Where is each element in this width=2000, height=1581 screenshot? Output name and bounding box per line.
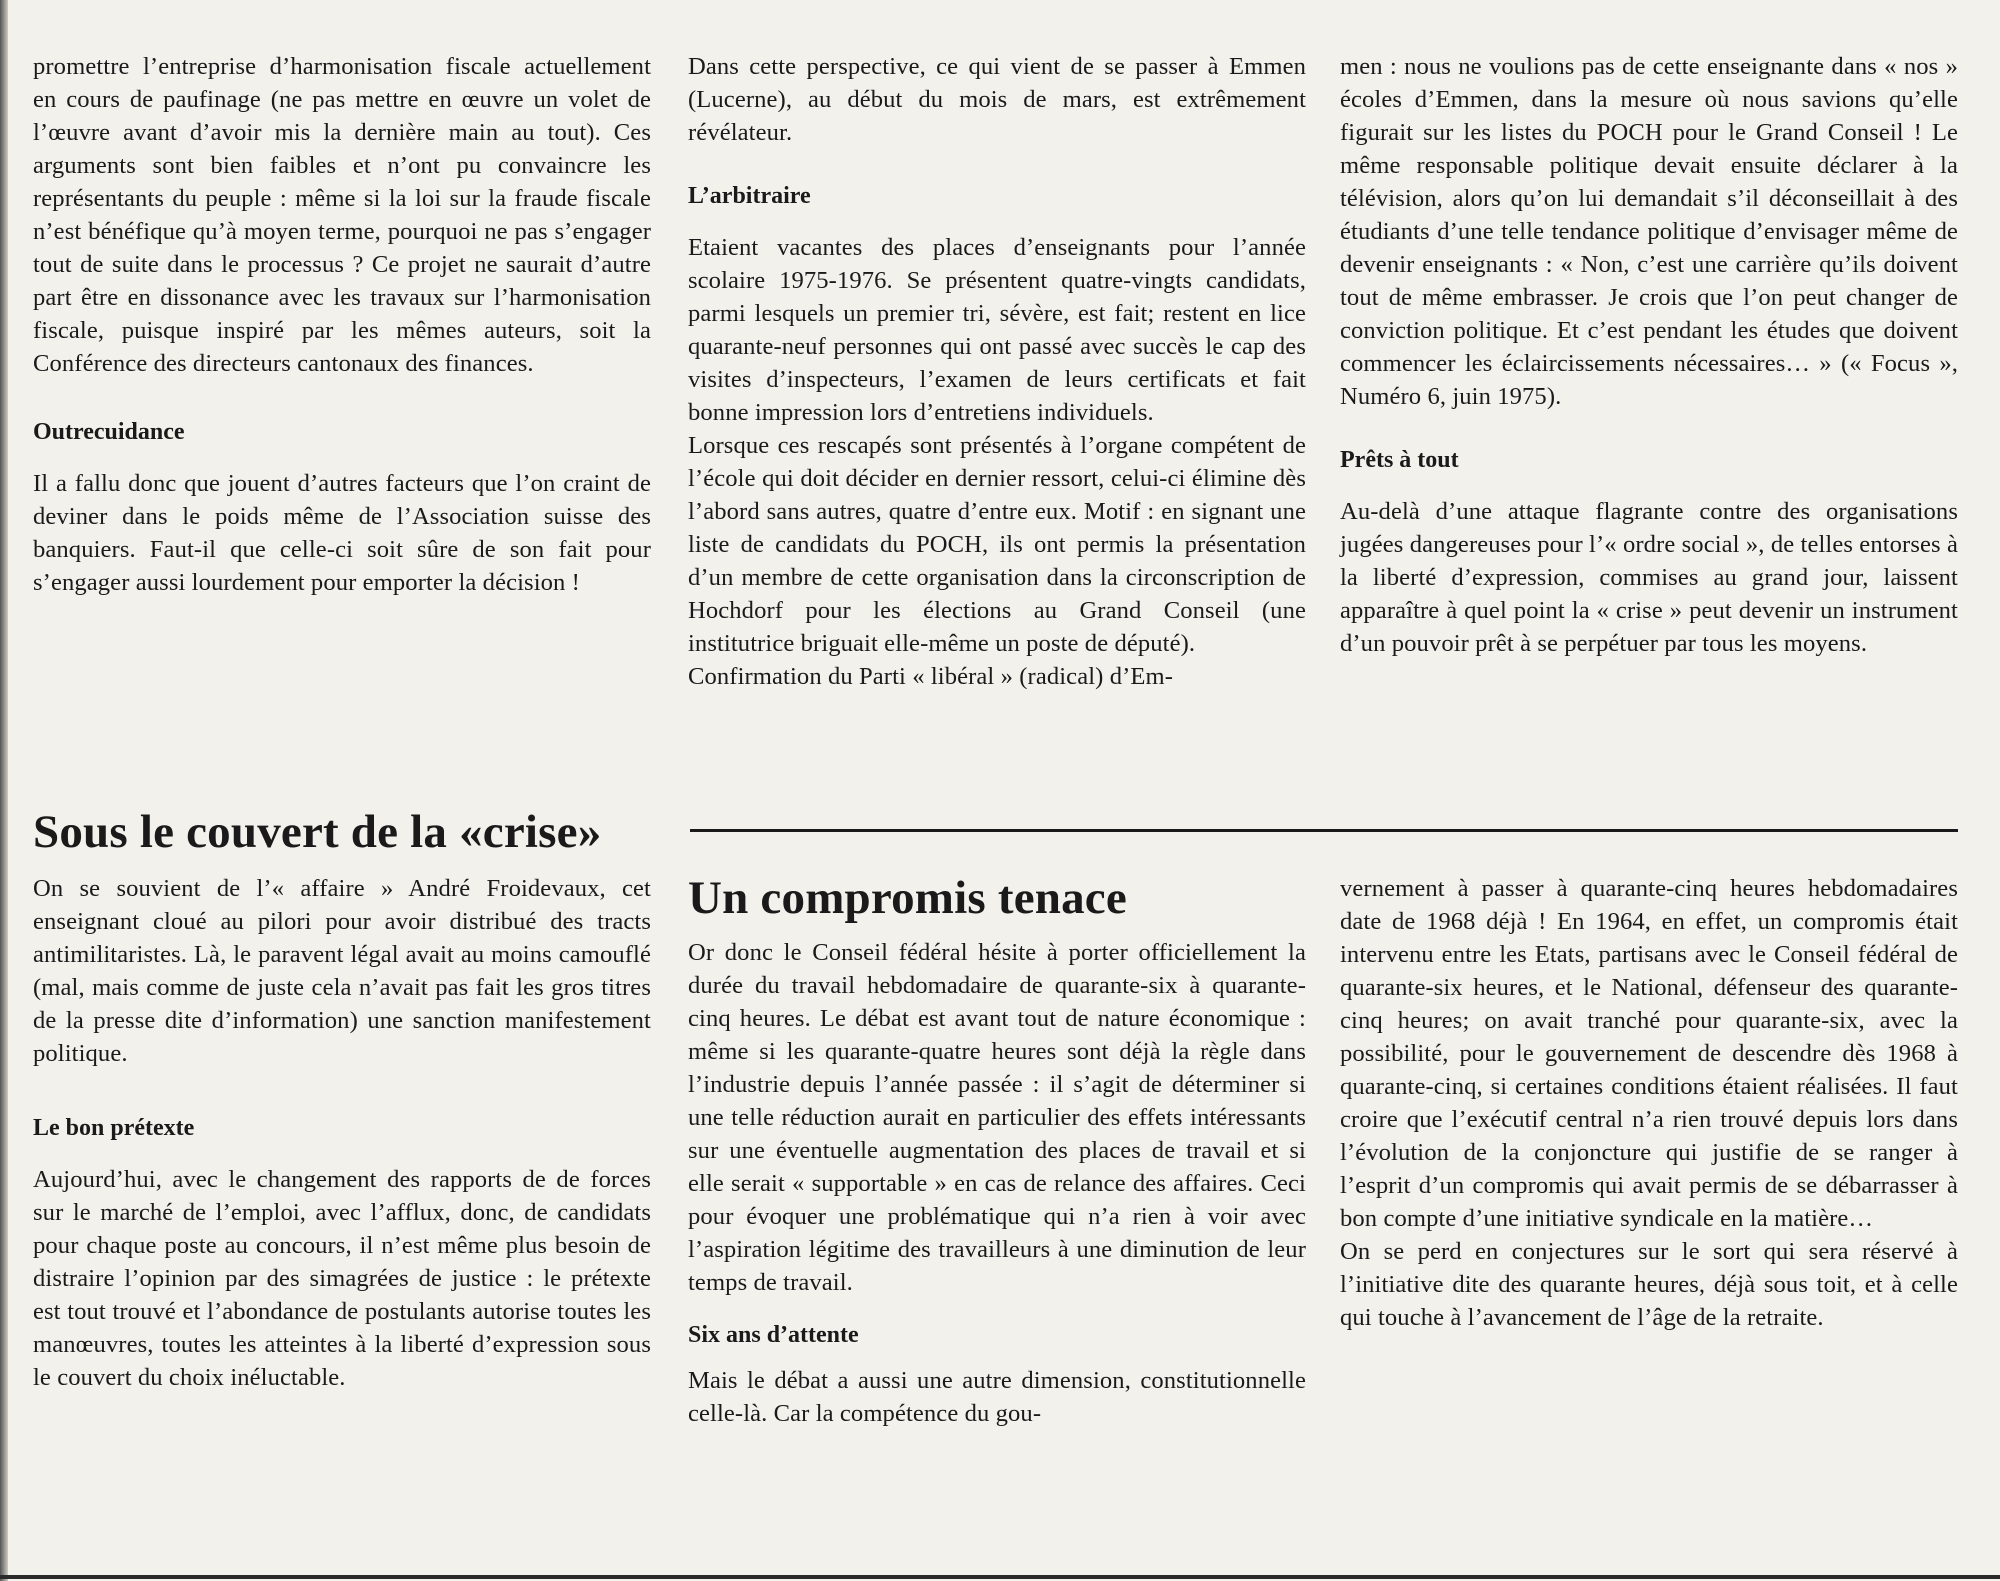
- compromis-col3-paragraph-1: vernement à passer à quarante-cinq heures hebdomadaires date de 1968 déjà ! En 1964, en effet, un compromis était intervenu entre les Etats, partisans avec le Conseil fédéral de quarante-six heures, et le National, défenseur des quarante-cinq heures; on avait tranché pour quarante-six, avec la possibilité, pour le gouvernement de descendre dès 1968 à quarante-cinq, si certaines conditions étaient réalisées. Il faut croire que l’exécutif central n’a rien trouvé depuis lors dans l’évolution de la conjoncture qui justifie de se ranger à l’esprit d’un compromis qui avait permis de se débarrasser à bon compte d’une initiative syndicale en la matière…: [1340, 875, 1958, 1232]
- column-1-bottom: [33, 872, 651, 1394]
- headline-sous-le-couvert: Sous le couvert de la «crise»: [33, 806, 602, 858]
- column-2-bottom: [688, 870, 1306, 1430]
- subheading-outrecuidance: Outrecuidance: [33, 419, 185, 445]
- page-edge-shadow: [0, 0, 8, 1581]
- subheading-arbitraire: L’arbitraire: [688, 183, 811, 209]
- subheading-six-ans-attente: Six ans d’attente: [688, 1322, 859, 1348]
- crise-col2-intro: Dans cette perspective, ce qui vient de se passer à Emmen (Lucerne), au début du mois de mars, est extrêmement révélateur.: [688, 53, 1306, 146]
- compromis-col3-paragraph-2: On se perd en conjectures sur le sort qui sera réservé à l’initiative dite des quarante heures, déjà sous toit, et à celle qui touche à l’avancement de l’âge de la retraite.: [1340, 1238, 1958, 1331]
- bon-pretexte-paragraph: Aujourd’hui, avec le changement des rapports de de forces sur le marché de l’emploi, avec l’afflux, donc, de candidats pour chaque poste au concours, il n’est même plus besoin de distraire l’opinion par des simagrées de justice : le prétexte est tout trouvé et l’abondance de postulants autorise toutes les manœuvres, toutes les atteintes à la liberté d’expression sous le couvert du choix inéluctable.: [33, 1166, 651, 1391]
- crise-col3-paragraph: men : nous ne voulions pas de cette enseignante dans « nos » écoles d’Emmen, dans la mesure où nous savions qu’elle figurait sur les listes du POCH pour le Grand Conseil ! Le même responsable politique devait ensuite déclarer à la télévision, alors qu’on lui demandait s’il déconseillait à des étudiants d’une telle tendance politique d’envisager même de devenir enseignants : « Non, c’est une carrière qu’ils doivent tout de même embrasser. Je crois que l’on peut changer de conviction politique. Et c’est pendant les études que doivent commencer les éclaircissements nécessaires… » (« Focus », Numéro 6, juin 1975).: [1340, 53, 1958, 410]
- column-3-top: [1340, 50, 1958, 660]
- arbitraire-paragraph-2: Lorsque ces rescapés sont présentés à l’organe compétent de l’école qui doit décider en dernier ressort, celui-ci élimine dès l’abord sans autres, quatre d’entre eux. Motif : en signant une liste de candidats du POCH, ils ont permis la présentation d’un membre de cette organisation dans la circonscription de Hochdorf pour les élections au Grand Conseil (une institutrice briguait elle-même un poste de député).: [688, 432, 1306, 657]
- section-divider-rule: [690, 829, 1958, 832]
- prets-a-tout-paragraph: Au-delà d’une attaque flagrante contre des organisations jugées dangereuses pour l’« ordre social », de telles entorses à la liberté d’expression, commises au grand jour, laissent apparaître à quel point la « crise » peut devenir un instrument d’un pouvoir prêt à se perpétuer par tous les moyens.: [1340, 498, 1958, 657]
- six-ans-attente-paragraph: Mais le débat a aussi une autre dimension, constitutionnelle celle-là. Car la compétence du gou-: [688, 1367, 1306, 1427]
- crise-headline-block: [33, 804, 673, 860]
- column-3-bottom: [1340, 872, 1958, 1334]
- headline-un-compromis-tenace: Un compromis tenace: [688, 872, 1127, 924]
- arbitraire-paragraph-3: Confirmation du Parti « libéral » (radical) d’Em-: [688, 663, 1174, 690]
- column-2-top: [688, 50, 1306, 693]
- subheading-bon-pretexte: Le bon prétexte: [33, 1115, 195, 1141]
- compromis-intro-paragraph: Or donc le Conseil fédéral hésite à porter officiellement la durée du travail hebdomadaire de quarante-six à quarante-cinq heures. Le débat est avant tout de nature économique : même si les quarante-quatre heures sont déjà la règle dans l’industrie depuis l’année passée : il s’agit de déterminer si une telle réduction aurait en particulier des effets intéressants sur une éventuelle augmentation des places de travail et si elle serait « supportable » en cas de relance des affaires. Ceci pour évoquer une problématique qui n’a rien à voir avec l’aspiration légitime des travailleurs à une diminution de leur temps de travail.: [688, 939, 1306, 1296]
- column-1-top: [33, 50, 651, 599]
- page-bottom-edge: [0, 1575, 2000, 1579]
- fiscal-article-continuation: promettre l’entreprise d’harmonisation fiscale actuellement en cours de paufinage (ne pas mettre en œuvre un volet de l’œuvre avant d’avoir mis la dernière main au tout). Ces arguments sont bien faibles et n’ont pu convaincre les représentants du peuple : même si la loi sur la fraude fiscale n’est bénéfique qu’à moyen terme, pourquoi ne pas s’engager tout de suite dans le processus ? Ce projet ne saurait d’autre part être en dissonance avec les travaux sur l’harmonisation fiscale, puisque inspiré par les mêmes auteurs, soit la Conférence des directeurs cantonaux des finances.: [33, 53, 651, 377]
- crise-intro-paragraph: On se souvient de l’« affaire » André Froidevaux, cet enseignant cloué au pilori pour avoir distribué des tracts antimilitaristes. Là, le paravent légal avait au moins camouflé (mal, mais comme de juste cela n’avait pas fait les gros titres de la presse dite d’information) une sanction manifestement politique.: [33, 875, 651, 1067]
- outrecuidance-paragraph: Il a fallu donc que jouent d’autres facteurs que l’on craint de deviner dans le poids même de l’Association suisse des banquiers. Faut-il que celle-ci soit sûre de son fait pour s’engager aussi lourdement pour emporter la décision !: [33, 470, 651, 596]
- arbitraire-paragraph-1: Etaient vacantes des places d’enseignants pour l’année scolaire 1975-1976. Se présentent quatre-vingts candidats, parmi lesquels un premier tri, sévère, est fait; restent en lice quarante-neuf personnes qui ont passé avec succès le cap des visites d’inspecteurs, l’examen de leurs certificats et fait bonne impression lors d’entretiens individuels.: [688, 234, 1306, 426]
- subheading-prets-a-tout: Prêts à tout: [1340, 447, 1459, 473]
